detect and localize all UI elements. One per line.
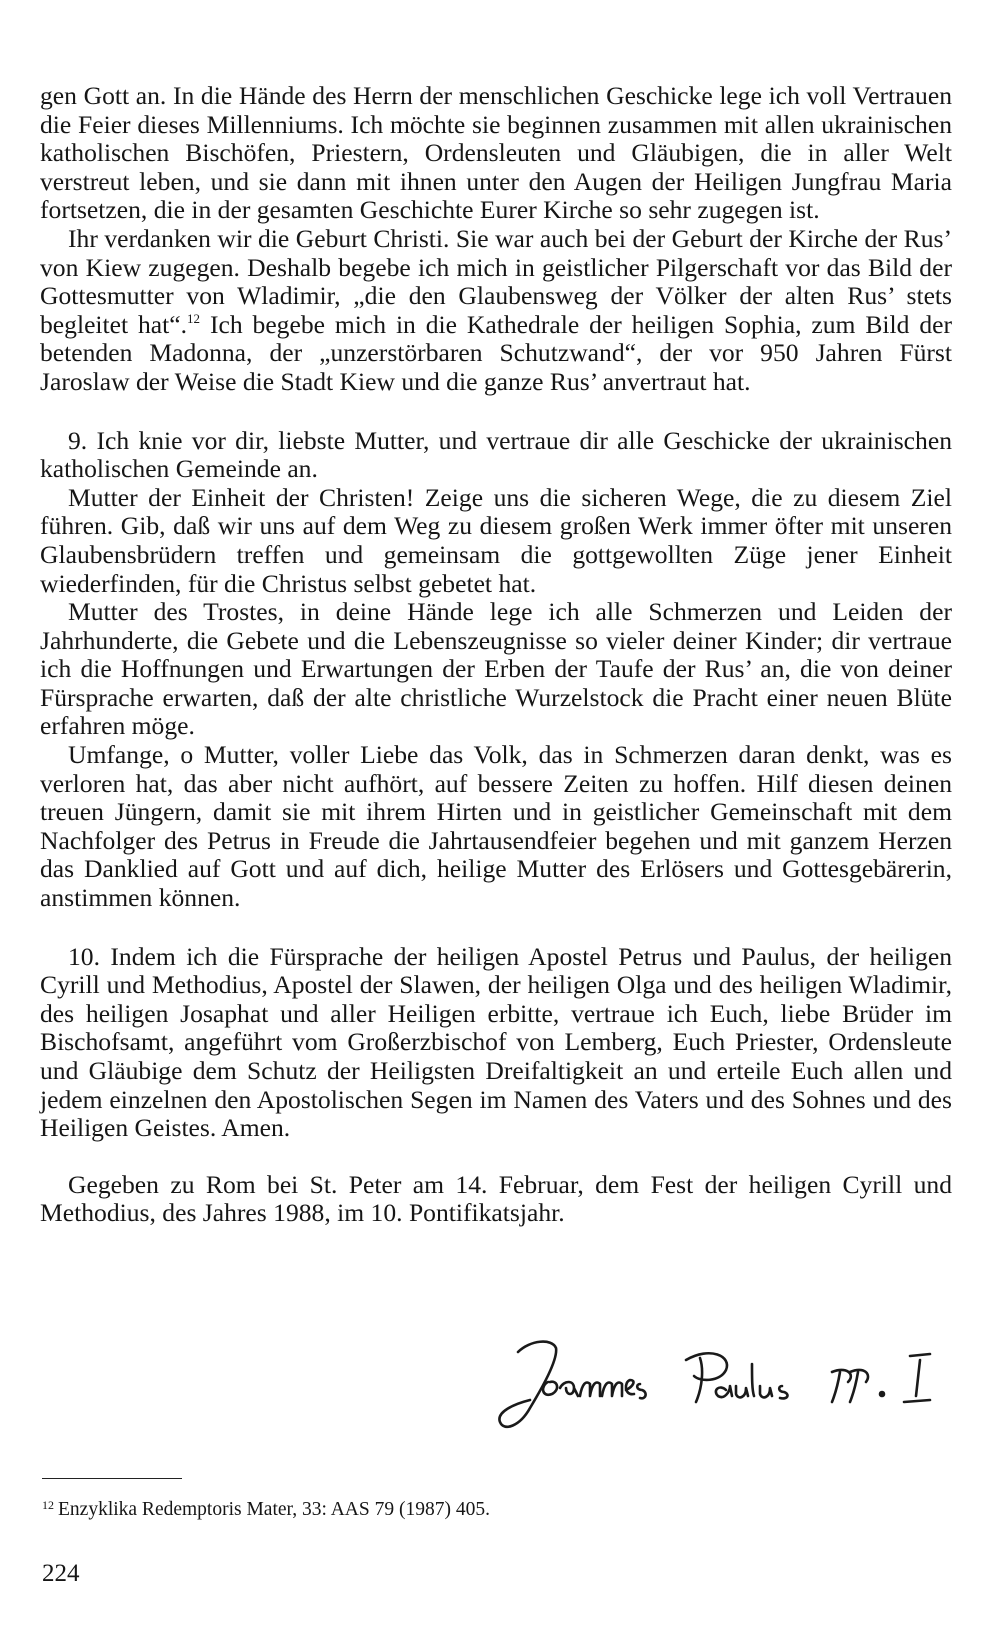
paragraph-embrace: Umfange, o Mutter, voller Liebe das Volk, das in Schmerzen daran denkt, was es verloren hat, das aber nicht aufhört, auf bessere Zeiten zu hoffen. Hilf diesen deinen treuen Jüngern, damit sie mit ihrem Hirten und in geistlicher Gemeinschaft mit dem Nachfolger des Petrus in Freude die Jahrtausendfeier begehen und mit ganzem Herzen das Danklied auf Gott und auf dich, heilige Mutter des Erlösers und Gottesgebärerin, anstimmen können. [40,740,952,913]
paragraph-continuation: gen Gott an. In die Hände des Herrn der menschlichen Geschicke lege ich voll Vertrauen die Feier dieses Millenniums. Ich möchte sie beginnen zusammen mit allen ukrainischen katholischen Bischöfen, Priestern, Ordensleuten und Gläubigen, die in aller Welt verstreut leben, und sie dann mit ihnen unter den Augen der Heiligen Jungfrau Maria fortsetzen, die in der gesamten Geschichte Eurer Kirche so sehr zugegen ist. [40,81,952,225]
footnote-number: 12 [42,1498,54,1512]
footnote [42,1493,490,1522]
footnote-separator [42,1478,182,1479]
document-body [40,82,952,1228]
paragraph-dating: Gegeben zu Rom bei St. Peter am 14. Februar, dem Fest der heiligen Cyrill und Methodius, des Jahres 1988, im 10. Pontifikatsjahr. [40,1169,952,1228]
paragraph-mother-of-unity: Mutter der Einheit der Christen! Zeige uns die sicheren Wege, die zu diesem Ziel führen. Gib, daß wir uns auf dem Weg zu diesem großen Werk immer öfter mit unseren Glaubensbrüdern treffen und gemeinsam die gottgewollten Züge jener Einheit wiederfinden, für die Christus selbst gebetet hat. [40,482,952,598]
paragraph-section-9: 9. Ich knie vor dir, liebste Mutter, und vertraue dir alle Geschicke der ukrainischen katholischen Gemeinde an. [40,425,952,484]
paragraph-mother-of-consolation: Mutter des Trostes, in deine Hände lege ich alle Schmerzen und Leiden der Jahrhunderte, die Gebete und die Lebenszeugnisse so vieler deiner Kinder; dir vertraue ich die Hoffnungen und Erwartungen der Erben der Taufe der Rus’ an, die von deiner Fürsprache erwarten, daß der alte christliche Wurzelstock die Pracht einer neuen Blüte erfahren möge. [40,597,952,741]
footnote-reference: 12 [187,310,201,326]
page-number: 224 [42,1560,80,1587]
paragraph-birth-of-christ [40,225,952,397]
paragraph-text: Ich begebe mich in die Kathedrale der heiligen Sophia, zum Bild der betenden Madonna, der „unzerstörbaren Schutzwand“, der vor 950 Jahren Fürst Jaroslaw der Weise die Stadt Kiew und die ganze Rus’ anvertraut hat. [40,309,952,396]
handwritten-signature [490,1330,950,1440]
paragraph-text: Ihr verdanken wir die Geburt Christi. Sie war auch bei der Geburt der Kirche der Rus’ von Kiew zugegen. Deshalb begebe ich mich in geistlicher Pilgerschaft vor das Bild der Gottesmutter von Wladimir, „die den Glaubensweg der Völker der alten Rus’ stets begleitet hat“. [40,223,952,339]
paragraph-section-10: 10. Indem ich die Fürsprache der heiligen Apostel Petrus und Paulus, der heiligen Cyrill und Methodius, Apostel der Slawen, der heiligen Olga und des heiligen Wladimir, des heiligen Josaphat und aller Heiligen erbitte, vertraue ich Euch, liebe Brüder im Bischofsamt, angeführt vom Großerzbischof von Lemberg, Euch Priester, Ordensleute und Gläubige dem Schutz der Heiligsten Dreifaltigkeit an und erteile Euch allen und jedem einzelnen den Apostolischen Segen im Namen des Vaters und des Sohnes und des Heiligen Geistes. Amen. [40,941,952,1143]
footnote-text: Enzyklika Redemptoris Mater, 33: AAS 79 (1987) 405. [58,1499,490,1520]
